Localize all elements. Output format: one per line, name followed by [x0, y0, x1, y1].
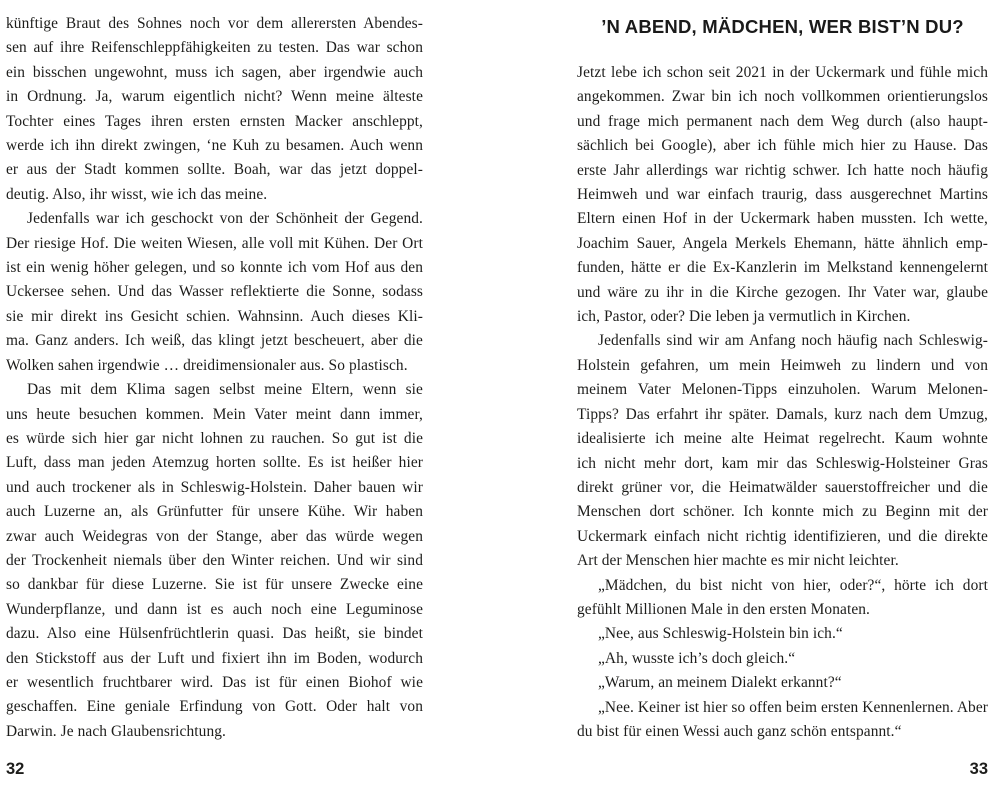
text-line: Wunderpflanze, und dann ist es auch noch eine Leguminose — [6, 600, 423, 618]
text-line: ma. Ganz anders. Ich weiß, das klingt jetzt bescheuert, aber die — [6, 332, 423, 350]
paragraph — [6, 378, 423, 744]
right-page-number: 33 — [969, 760, 988, 778]
text-line: den Stickstoff aus der Luft und fixiert ihn im Boden, wodurch — [6, 649, 423, 667]
text-line: Uckermark einfach nicht richtig identifizieren, und die direkte — [577, 527, 988, 545]
text-line: ein bisschen ungewohnt, muss ich sagen, aber irgendwie auch — [6, 63, 423, 81]
text-line: meinem Vater Melonen-Tipps einzuholen. Warum Melonen- — [577, 381, 988, 399]
left-page-number: 32 — [6, 760, 25, 778]
text-line: ich nicht mehr dort, kam mir das Schleswig-Holsteiner Gras — [577, 454, 988, 472]
text-line: Tochter eines Tages ihren ersten ernsten Macker anschleppt, — [6, 112, 423, 130]
text-line: „Warum, an meinem Dialekt erkannt?“ — [598, 674, 842, 692]
text-line: Joachim Sauer, Angela Merkels Ehemann, hätte ähnlich emp- — [577, 234, 988, 252]
text-line: Jedenfalls war ich geschockt von der Schönheit der Gegend. — [27, 210, 423, 228]
text-line: Das mit dem Klima sagen selbst meine Eltern, wenn sie — [27, 381, 423, 399]
text-line: es würde sich hier gar nicht lohnen zu rauchen. So gut ist die — [6, 429, 423, 447]
text-line: funden, hätte er die Ex-Kanzlerin im Melkstand kennengelernt — [577, 259, 988, 277]
text-line: dazu. Also eine Hülsenfrüchtlerin quasi. Das heißt, sie bindet — [6, 625, 423, 643]
left-page — [0, 0, 470, 800]
right-page-text — [577, 61, 988, 744]
text-line: sen auf ihre Reifenschleppfähigkeiten zu testen. Das war schon — [6, 39, 423, 57]
text-line: auch Luzerne an, als Grünfutter für unsere Kühe. Wir haben — [6, 503, 423, 521]
text-line: Jedenfalls sind wir am Anfang noch häufig nach Schleswig- — [598, 332, 988, 350]
text-line: deutig. Also, ihr wisst, wie ich das meine. — [6, 185, 268, 203]
text-line: Heimweh und war einfach traurig, dass ausgerechnet Martins — [577, 186, 988, 204]
text-line: so dankbar für diese Luzerne. Sie ist für unsere Zwecke eine — [6, 576, 423, 594]
text-line: du bist für einen Wessi auch ganz schön entspannt.“ — [577, 722, 902, 740]
text-line: Holstein gefahren, um mein Heimweh zu lindern und von — [577, 356, 988, 374]
text-line: Darwin. Je nach Glaubensrichtung. — [6, 722, 226, 740]
text-line: Tipps? Das erfahrt ihr später. Damals, kurz nach dem Umzug, — [577, 405, 988, 423]
left-page-text — [6, 12, 423, 744]
text-line: werde ich ihn direkt zwingen, ‘ne Kuh zu besamen. Auch wenn — [6, 137, 423, 155]
text-line: erste Jahr allerdings war richtig schwer. Ich hatte noch häufig — [577, 161, 988, 179]
text-line: sächlich bei Google), aber ich fühle mich hier zu Hause. Das — [577, 137, 988, 155]
text-line: geschaffen. Eine geniale Erfindung von Gott. Oder halt von — [6, 698, 423, 716]
text-line: er aus der Stadt kommen sollte. Boah, war das jetzt doppel- — [6, 161, 423, 179]
paragraph — [6, 12, 423, 207]
text-line: und wäre zu ihr in die Kirche gezogen. Ihr Vater war, glaube — [577, 283, 988, 301]
text-line: idealisierte ich meine alte Heimat regelrecht. Kaum wohnte — [577, 430, 988, 448]
text-line: „Ah, wusste ich’s doch gleich.“ — [598, 649, 796, 667]
paragraph — [577, 329, 988, 573]
text-line: zwar auch Weidegras von der Stange, aber das würde wegen — [6, 527, 423, 545]
text-line: „Nee, aus Schleswig-Holstein bin ich.“ — [598, 625, 843, 643]
text-line: Der riesige Hof. Die weiten Wiesen, alle voll mit Kühen. Der Ort — [6, 234, 423, 252]
text-line: er wesentlich fruchtbarer wird. Das ist für einen Biohof wie — [6, 673, 423, 691]
paragraph — [6, 207, 423, 378]
paragraph — [577, 622, 988, 646]
text-line: gefühlt Millionen Male in den ersten Monaten. — [577, 600, 871, 618]
chapter-heading: ’N ABEND, MÄDCHEN, WER BIST’N DU? — [601, 16, 964, 37]
text-line: in Ordnung. Ja, warum eigentlich nicht? Wenn meine älteste — [6, 88, 423, 106]
paragraph — [577, 671, 988, 695]
text-line: direkt grüner vor, die Heimatwälder sauerstoffreicher und die — [577, 478, 988, 496]
text-line: Eltern einen Hof in der Uckermark haben mussten. Ich wette, — [577, 210, 988, 228]
text-line: Jetzt lebe ich schon seit 2021 in der Uckermark und fühle mich — [577, 64, 988, 81]
paragraph — [577, 574, 988, 623]
text-line: Art der Menschen hier machte es mir nicht leichter. — [577, 552, 899, 570]
text-line: Wolken sahen irgendwie … dreidimensionaler aus. So plastisch. — [6, 356, 408, 374]
text-line: ich, Pastor, oder? Die leben ja vermutlich in Kirchen. — [577, 308, 911, 326]
text-line: angekommen. Zwar bin ich noch vollkommen orientierungslos — [577, 88, 988, 106]
text-line: der Trockenheit niemals über den Winter reichen. Und wir sind — [6, 551, 423, 569]
right-page — [530, 0, 1000, 800]
text-line: und auch trockener als in Schleswig-Holstein. Daher bauen wir — [6, 478, 423, 496]
text-line: uns heute besuchen kommen. Mein Vater meint dann immer, — [6, 405, 423, 423]
text-line: und frage mich permanent nach dem Weg durch (also haupt- — [577, 112, 988, 130]
paragraph — [577, 647, 988, 671]
paragraph — [577, 61, 988, 329]
text-line: „Nee. Keiner ist hier so offen beim ersten Kennenlernen. Aber — [598, 698, 989, 716]
text-line: Uckersee sehen. Und das Wasser reflektierte die Sonne, sodass — [6, 283, 423, 301]
paragraph — [577, 696, 988, 745]
text-line: Menschen dort schöner. Ich konnte mich zu Beginn mit der — [577, 503, 988, 521]
text-line: künftige Braut des Sohnes noch vor dem allerersten Abendes- — [6, 15, 423, 32]
text-line: sie mir direkt ins Gesicht schien. Wahnsinn. Auch dieses Kli- — [6, 307, 423, 325]
text-line: Luft, dass man jeden Atemzug horten sollte. Es ist heißer hier — [6, 454, 423, 472]
text-line: „Mädchen, du bist nicht von hier, oder?“, hörte ich dort — [598, 576, 988, 594]
text-line: ist ein wenig höher gelegen, und so konnte ich vom Hof aus den — [6, 259, 423, 277]
